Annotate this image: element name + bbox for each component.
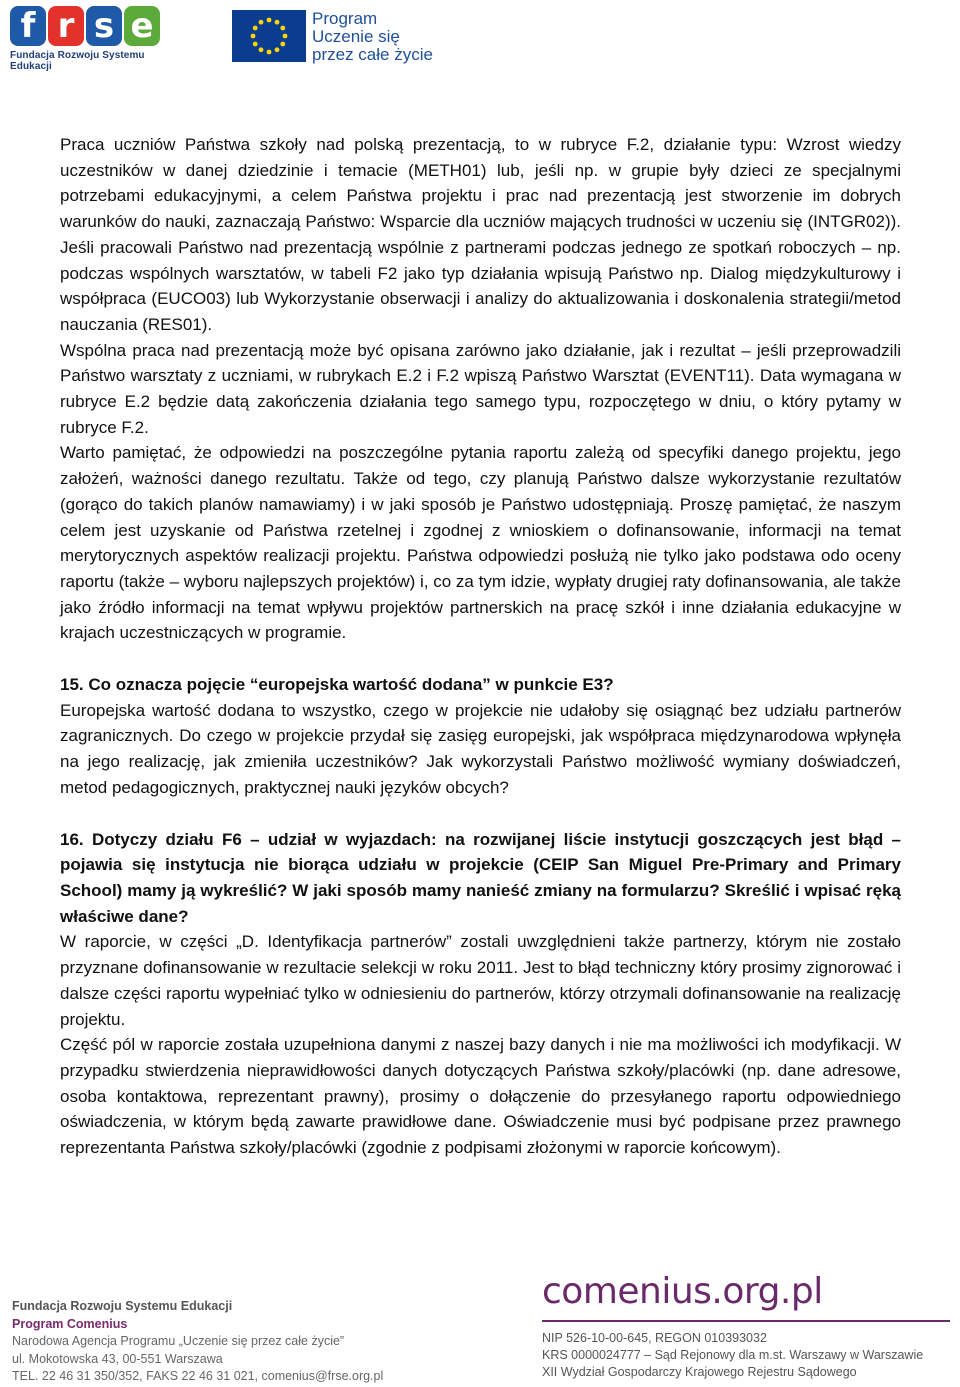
document-body bbox=[60, 132, 901, 1161]
answer-15: Europejska wartość dodana to wszystko, czego w projekcie nie udałoby się osiągnąć bez udziału partnerów zagranicznych. Do czego w projekcie przydał się zasięg europejski, jak współpraca międzynarodowa wpłynęła na jego realizację, jak zmieniła uczestników? Jak wykorzystali Państwo możliwość wymiany doświadczeń, metod pedagogicznych, praktycznej nauki języków obcych? bbox=[60, 700, 901, 797]
program-line-3: przez całe życie bbox=[312, 45, 433, 64]
question-16: 16. Dotyczy działu F6 – udział w wyjazdach: na rozwijanej liście instytucji goszczących jest błąd – pojawia się instytucja nie biorąca udziału w projekcie (CEIP San Miguel Pre-Primary and Primary School) mamy ją wykreślić? W jaki sposób mamy nanieść zmiany na formularzu? Skreślić i wpisać ręką właściwe dane? bbox=[60, 829, 901, 926]
frse-letter-e: e bbox=[124, 6, 160, 46]
footer-agency: Narodowa Agencja Programu „Uczenie się przez całe życie” bbox=[12, 1334, 345, 1348]
frse-letters bbox=[10, 6, 170, 46]
footer-divider bbox=[542, 1320, 950, 1322]
frse-letter-r: r bbox=[48, 6, 84, 46]
footer-program-name: Program Comenius bbox=[12, 1316, 128, 1331]
paragraph-joint-work: Wspólna praca nad prezentacją może być opisana zarówno jako działanie, jak i rezultat – jeśli przeprowadzili Państwo warsztaty z uczniami, w rubrykach E.2 i F.2 wpiszą Państwo Warsztat (EVENT11). Data wymagana w rubryce E.2 będzie datą zakończenia działania tego samego typu, rozpoczętego w dniu, o który pytamy w rubryce F.2. bbox=[60, 340, 901, 437]
eu-flag-icon bbox=[232, 10, 306, 62]
frse-letter-f: f bbox=[10, 6, 46, 46]
question-15: 15. Co oznacza pojęcie “europejska wartość dodana” w punkcie E3? bbox=[60, 675, 614, 695]
program-line-1: Program bbox=[312, 9, 378, 28]
footer-contact: TEL. 22 46 31 350/352, FAKS 22 46 31 021, comenius@frse.org.pl bbox=[12, 1369, 384, 1383]
paragraph-remember: Warto pamiętać, że odpowiedzi na poszczególne pytania raportu zależą od specyfiki danego projektu, jego założeń, ważności danego rezultatu. Także od tego, czy planują Państwo dalsze wykorzystanie rezultatów (gorąco do takich planów namawiamy) i w jaki sposób je Państwo udostępniają. Proszę pamiętać, że naszym celem jest uzyskanie od Państwa rzetelnej i zgodnej z wnioskiem o dofinansowanie, informacji na temat merytorycznych aspektów realizacji projektu. Państwa odpowiedzi posłużą nie tylko jako podstawa odo oceny raportu (także – wyboru najlepszych projektów) i, co za tym idzie, wypłaty drugiej raty dofinansowania, ale także jako źródło informacji na temat wpływu projektów partnerskich na pracę szkół i inne działania edukacyjne w krajach uczestniczących w programie. bbox=[60, 443, 901, 643]
paragraph-presentation-work: Praca uczniów Państwa szkoły nad polską prezentacją, to w rubryce F.2, działanie typu: Wzrost wiedzy uczestników w danej dziedzinie i temacie (METH01) lub, jeśli np. w grupie były dzieci ze specjalnymi potrzebami edukacyjnymi, a celem Państwa projektu i prac nad prezentacją jest stworzenie im dobrych warunków do nauki, zaznaczają Państwo: Wsparcie dla uczniów mających trudności w uczeniu się (INTGR02)). Jeśli pracowali Państwo nad prezentacją wspólnie z partnerami podczas jednego ze spotkań roboczych – np. podczas wspólnych warsztatów, w tabeli F2 jako typ działania wpisują Państwo np. Dialog międzykulturowy i współpraca (EUCO03) lub Wykorzystanie obserwacji i analizy do aktualizowania i doskonalenia strategii/metod nauczania (RES01). bbox=[60, 135, 901, 334]
footer-org-name: Fundacja Rozwoju Systemu Edukacji bbox=[12, 1299, 233, 1313]
footer-nip: NIP 526-10-00-645, REGON 010393032 bbox=[542, 1331, 767, 1345]
page-header bbox=[10, 6, 950, 72]
answer-16-part-2: Część pól w raporcie została uzupełniona danymi z naszej bazy danych i nie ma możliwości ich modyfikacji. W przypadku stwierdzenia nieprawidłowości danych dotyczących Państwa szkoły/placówki (np. dane adresowe, osoba kontaktowa, reprezentant prawny), prosimy o dołączenie do przesyłanego raportu odpowiedniego oświadczenia, w którym będą zawarte prawidłowe dane. Oświadczenie musi być podpisane przez prawnego reprezentanta Państwa szkoły/placówki (zgodnie z podpisami złożonymi w raporcie końcowym). bbox=[60, 1035, 901, 1158]
eu-program-logo bbox=[232, 10, 433, 64]
frse-logo bbox=[10, 6, 170, 72]
frse-subtitle: Fundacja Rozwoju Systemu Edukacji bbox=[10, 50, 145, 72]
footer-website: comenius.org.pl bbox=[542, 1271, 823, 1312]
footer-address: ul. Mokotowska 43, 00-551 Warszawa bbox=[12, 1351, 223, 1366]
spacer bbox=[60, 801, 901, 827]
footer-krs: KRS 0000024777 – Sąd Rejonowy dla m.st. Warszawy w Warszawie bbox=[542, 1348, 924, 1362]
spacer bbox=[60, 646, 901, 672]
footer-organization bbox=[12, 1298, 432, 1386]
footer-registry bbox=[542, 1272, 952, 1381]
answer-16-part-1: W raporcie, w części „D. Identyfikacja partnerów” zostali uwzględnieni także partnerzy, którym nie zostało przyznane dofinansowanie w rezultacie selekcji w roku 2011. Jest to błąd techniczny który prosimy zignorować i dalsze części raportu wypełniać tylko w odniesieniu do partnerów, którzy otrzymali dofinansowanie na realizację projektu. bbox=[60, 932, 901, 1029]
footer-court: XII Wydział Gospodarczy Krajowego Rejestru Sądowego bbox=[542, 1365, 857, 1379]
program-name bbox=[312, 10, 433, 64]
frse-letter-s: s bbox=[86, 6, 122, 46]
program-line-2: Uczenie się bbox=[312, 27, 400, 46]
